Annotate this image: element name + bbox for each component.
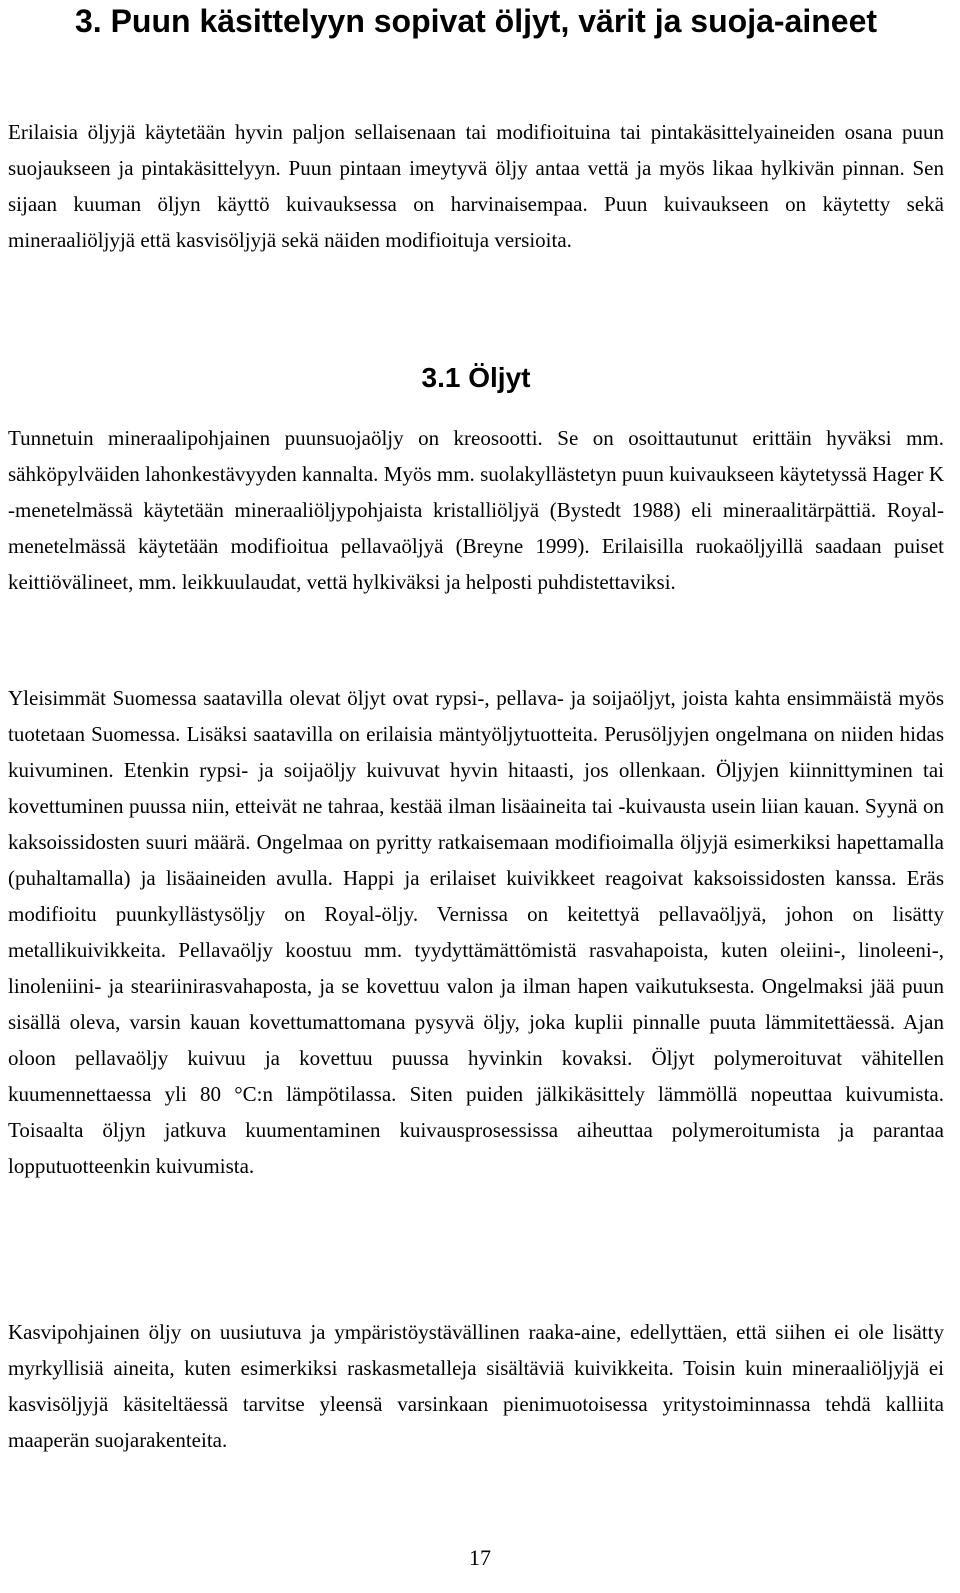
section-title: 3.1 Öljyt xyxy=(421,362,531,393)
chapter-header xyxy=(8,0,944,42)
section-paragraph-3: Kasvipohjainen öljy on uusiutuva ja ympäristöystävällinen raaka-aine, edellyttäen, että siihen ei ole lisätty myrkyllisiä aineita, kuten esimerkiksi raskasmetalleja sisältäviä kuivikkeita. Toisin kuin mineraaliöljyjä ei kasvisöljyjä käsiteltäessä tarvitse yleensä varsinkaan pienimuotoisessa yritystoiminnassa tehdä kalliita maaperän suojarakenteita. xyxy=(8,1320,944,1452)
page-number: 17 xyxy=(469,1545,491,1570)
section-paragraph-1: Tunnetuin mineraalipohjainen puunsuojaöljy on kreosootti. Se on osoittautunut erittäin hyväksi mm. sähköpylväiden lahonkestävyyden kannalta. Myös mm. suolakyllästetyn puun kuivaukseen käytetyssä Hager K -menetelmässä käytetään mineraaliöljypohjaista kristalliöljyä (Bystedt 1988) eli mineraalitärpättiä. Royal-menetelmässä käytetään modifioitua pellavaöljyä (Breyne 1999). Erilaisilla ruokaöljyillä saadaan puiset keittiövälineet, mm. leikkuulaudat, vettä hylkiväksi ja helposti puhdistettaviksi. xyxy=(8,426,944,594)
chapter-title: 3. Puun käsittelyyn sopivat öljyt, värit ja suoja-aineet xyxy=(74,3,878,39)
intro-paragraph: Erilaisia öljyjä käytetään hyvin paljon sellaisenaan tai modifioituina tai pintakäsittelyaineiden osana puun suojaukseen ja pintakäsittelyyn. Puun pintaan imeytyvä öljy antaa vettä ja myös likaa hylkivän pinnan. Sen sijaan kuuman öljyn käyttö kuivauksessa on harvinaisempaa. Puun kuivaukseen on käytetty sekä mineraaliöljyjä että kasvisöljyjä sekä näiden modifioituja versioita. xyxy=(8,120,944,252)
section-paragraph-2: Yleisimmät Suomessa saatavilla olevat öljyt ovat rypsi-, pellava- ja soijaöljyt, joista kahta ensimmäistä myös tuotetaan Suomessa. Lisäksi saatavilla on erilaisia mäntyöljytuotteita. Perusöljyjen ongelmana on niiden hidas kuivuminen. Etenkin rypsi- ja soijaöljy kuivuvat hyvin hitaasti, jos ollenkaan. Öljyjen kiinnittyminen tai kovettuminen puussa niin, etteivät ne tahraa, kestää ilman lisäaineita tai -kuivausta usein liian kauan. Syynä on kaksoissidosten suuri määrä. Ongelmaa on pyritty ratkaisemaan modifioimalla öljyjä esimerkiksi hapettamalla (puhaltamalla) ja lisäaineiden avulla. Happi ja erilaiset kuivikkeet reagoivat kaksoissidosten kanssa. Eräs modifioitu puunkyllästysöljy on Royal-öljy. Vernissa on keitettyä pellavaöljyä, johon on lisätty metallikuivikkeita. Pellavaöljy koostuu mm. tyydyttämättömistä rasvahapoista, kuten oleiini-, linoleeni-, linoleniini- ja steariinirasvahaposta, ja se kovettuu valon ja ilman hapen vaikutuksesta. Ongelmaksi jää puun sisällä oleva, varsin kauan kovettumattomana pysyvä öljy, joka kuplii pinnalle puuta lämmitettäessä. Ajan oloon pellavaöljy kuivuu ja kovettuu puussa hyvinkin kovaksi. Öljyt polymeroituvat vähitellen kuumennettaessa yli 80 °C:n lämpötilassa. Siten puiden jälkikäsittely lämmöllä nopeuttaa kuivumista. Toisaalta öljyn jatkuva kuumentaminen kuivausprosessissa aiheuttaa polymeroitumista ja parantaa lopputuotteenkin kuivumista. xyxy=(8,686,944,1178)
